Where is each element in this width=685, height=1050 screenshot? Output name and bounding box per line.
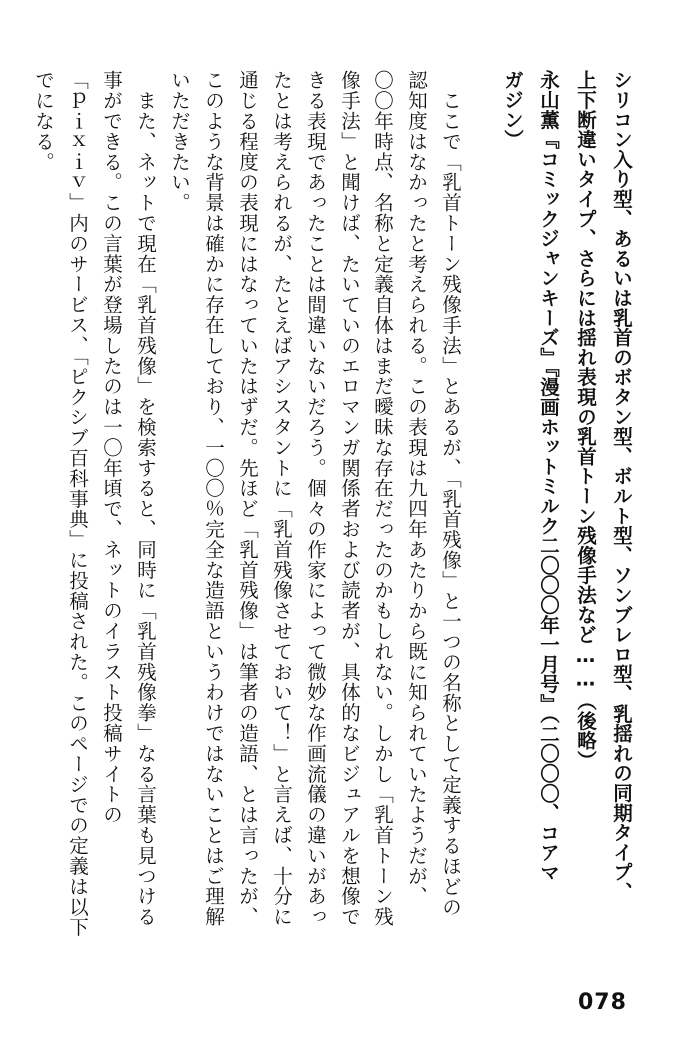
body-line-12: 「ｐｉｘｉｖ」内のサービス、「ピクシブ百科事典」に投稿された。このページでの定義は以下 xyxy=(66,70,89,938)
page-number: 078 xyxy=(578,990,627,1015)
quote-line-2: 上下断違いタイプ、さらには揺れ表現の乳首トーン残像手法など……（後略） xyxy=(574,70,597,770)
body-line-11: 事ができる。この言葉が登場したのは一〇年頃で、ネットのイラスト投稿サイトの xyxy=(100,70,123,825)
body-line-5: きる表現であったことは間違いないだろう。個々の作家によって微妙な作画流儀の違いがあっ xyxy=(304,70,327,927)
quote-line-3: 永山薫『コミックジャンキーズ』『漫画ホットミルク二〇〇〇年一月号』（二〇〇〇、コアマ xyxy=(537,70,560,883)
body-line-13: でになる。 xyxy=(32,70,55,172)
body-line-3: 〇〇年時点、名称と定義自体はまだ曖昧な存在だったのかもしれない。しかし「乳首トーン残 xyxy=(371,70,394,927)
body-line-2: 認知度はなかったと考えられる。この表現は九四年あたりから既に知られていたようだが、 xyxy=(405,70,428,907)
body-line-10: また、ネットで現在「乳首残像」を検索すると、同時に「乳首残像拳」なる言葉も見つける xyxy=(134,70,157,927)
body-line-7: 通じる程度の表現にはなっていたはずだ。先ほど「乳首残像」は筆者の造語、とは言ったが、 xyxy=(236,70,259,927)
body-line-6: たとは考えられるが、たとえばアシスタントに「乳首残像させておいて！」と言えば、十分に xyxy=(270,70,293,927)
body-line-1: ここで「乳首トーン残像手法」とあるが、「乳首残像」と一つの名称として定義するほどの xyxy=(439,70,462,918)
body-line-4: 像手法」と聞けば、たいていのエロマンガ関係者および読者が、具体的なビジュアルを想像で xyxy=(338,70,361,927)
quote-line-1: シリコン入り型、あるいは乳首のボタン型、ボルト型、ソンブレロ型、乳揺れの同期タイプ、 xyxy=(610,70,633,902)
body-line-8: このような背景は確かに存在しており、一〇〇％完全な造語というわけではないことはご理解 xyxy=(202,70,225,927)
body-line-9: いただきたい。 xyxy=(168,70,191,213)
quote-line-4: ガジン） xyxy=(501,70,524,150)
